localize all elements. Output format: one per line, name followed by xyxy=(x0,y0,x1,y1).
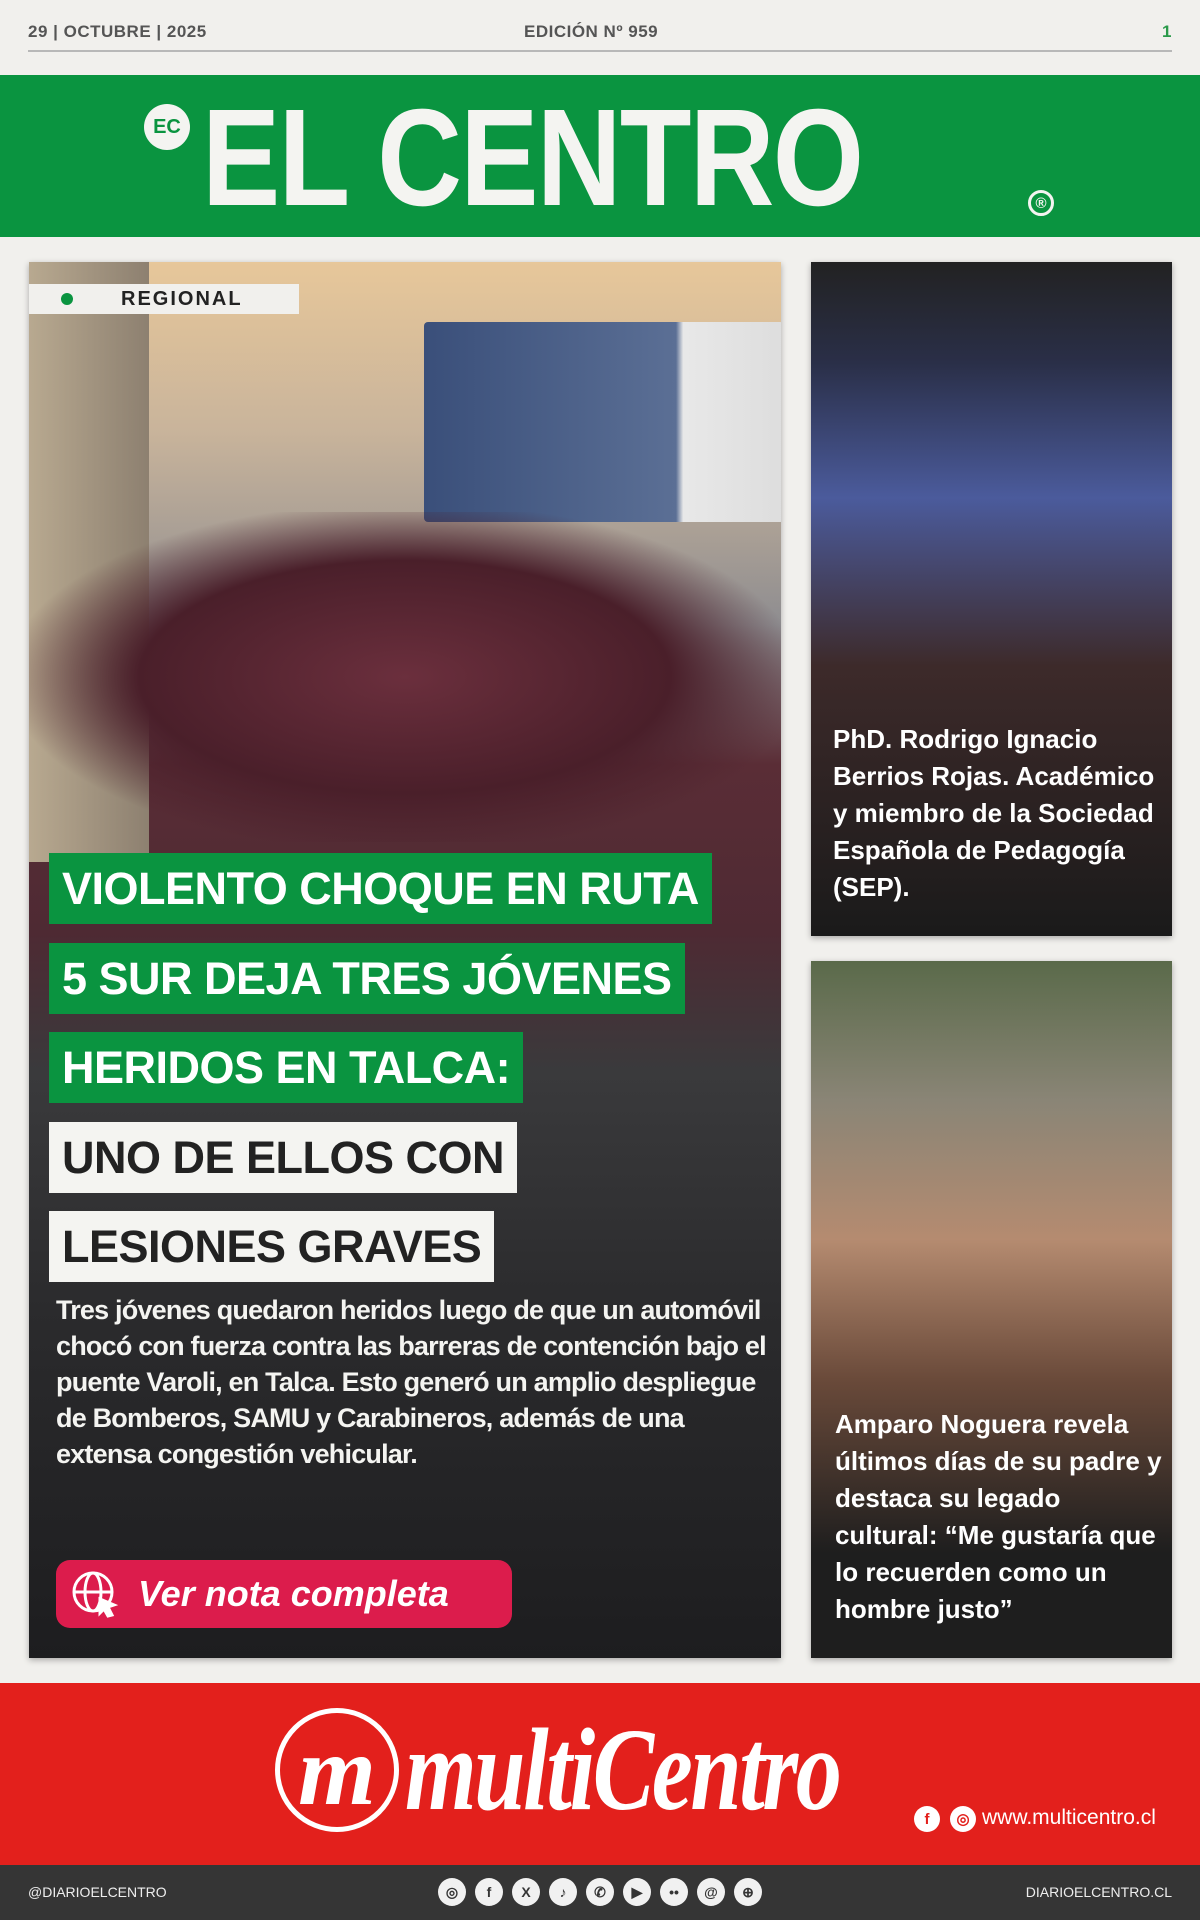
headline-line: VIOLENTO CHOQUE EN RUTA xyxy=(49,853,712,924)
masthead-title: EL CENTRO xyxy=(202,81,863,235)
youtube-icon[interactable]: ▶ xyxy=(623,1878,651,1906)
threads-icon[interactable]: @ xyxy=(697,1878,725,1906)
story-lower xyxy=(46,1292,771,1628)
x-icon[interactable]: X xyxy=(512,1878,540,1906)
globe-cursor-icon xyxy=(70,1569,120,1619)
tiktok-icon[interactable]: ♪ xyxy=(549,1878,577,1906)
facebook-icon[interactable]: f xyxy=(914,1806,940,1832)
flickr-icon[interactable]: •• xyxy=(660,1878,688,1906)
multicentro-brand: multiCentro xyxy=(405,1704,840,1835)
globe-icon[interactable]: ⊕ xyxy=(734,1878,762,1906)
headline-line: HERIDOS EN TALCA: xyxy=(49,1032,523,1103)
facebook-icon[interactable]: f xyxy=(475,1878,503,1906)
ec-badge: EC xyxy=(144,104,190,150)
read-more-button[interactable] xyxy=(56,1560,512,1628)
read-more-label: Ver nota completa xyxy=(138,1573,449,1614)
photo-truck xyxy=(424,322,781,522)
instagram-icon[interactable]: ◎ xyxy=(950,1806,976,1832)
edition-number: EDICIÓN Nº 959 xyxy=(524,22,659,41)
story-summary: Tres jóvenes quedaron heridos luego de que un automóvil chocó con fuerza contra las barreras de contención bajo el puente Varoli, en Talca. Esto generó un amplio despliegue de Bomberos, SAMU y Carabineros, además de una extensa congestión vehicular. xyxy=(56,1295,766,1469)
footer-handle[interactable]: @DIARIOELCENTRO xyxy=(28,1884,167,1900)
photo-car xyxy=(29,512,781,842)
headline-line: UNO DE ELLOS CON xyxy=(49,1122,517,1193)
section-tag xyxy=(29,284,299,314)
whatsapp-icon[interactable]: ✆ xyxy=(586,1878,614,1906)
side-story-text: PhD. Rodrigo Ignacio Berrios Rojas. Académico y miembro de la Sociedad Española de Pedagogía (SEP). xyxy=(833,724,1155,902)
headline-line: LESIONES GRAVES xyxy=(49,1211,494,1282)
divider xyxy=(28,50,1172,52)
instagram-icon[interactable]: ◎ xyxy=(438,1878,466,1906)
section-label: REGIONAL xyxy=(121,287,243,310)
side-story-card[interactable] xyxy=(811,961,1172,1658)
footer-site[interactable]: DIARIOELCENTRO.CL xyxy=(1025,1884,1172,1900)
headline-line: 5 SUR DEJA TRES JÓVENES xyxy=(49,943,685,1014)
issue-date: 29 | OCTUBRE | 2025 xyxy=(28,22,207,41)
side-story-text: Amparo Noguera revela últimos días de su padre y destaca su legado cultural: “Me gustaría que lo recuerden como un hombre justo” xyxy=(835,1409,1162,1624)
multicentro-m-logo: m xyxy=(275,1708,399,1832)
side-story-card[interactable] xyxy=(811,262,1172,936)
dot-icon xyxy=(61,293,73,305)
multicentro-url[interactable]: www.multicentro.cl xyxy=(982,1806,1156,1829)
page-number: 1 xyxy=(1162,22,1172,41)
registered-mark: ® xyxy=(1028,190,1054,216)
main-story-card[interactable] xyxy=(29,262,781,1658)
